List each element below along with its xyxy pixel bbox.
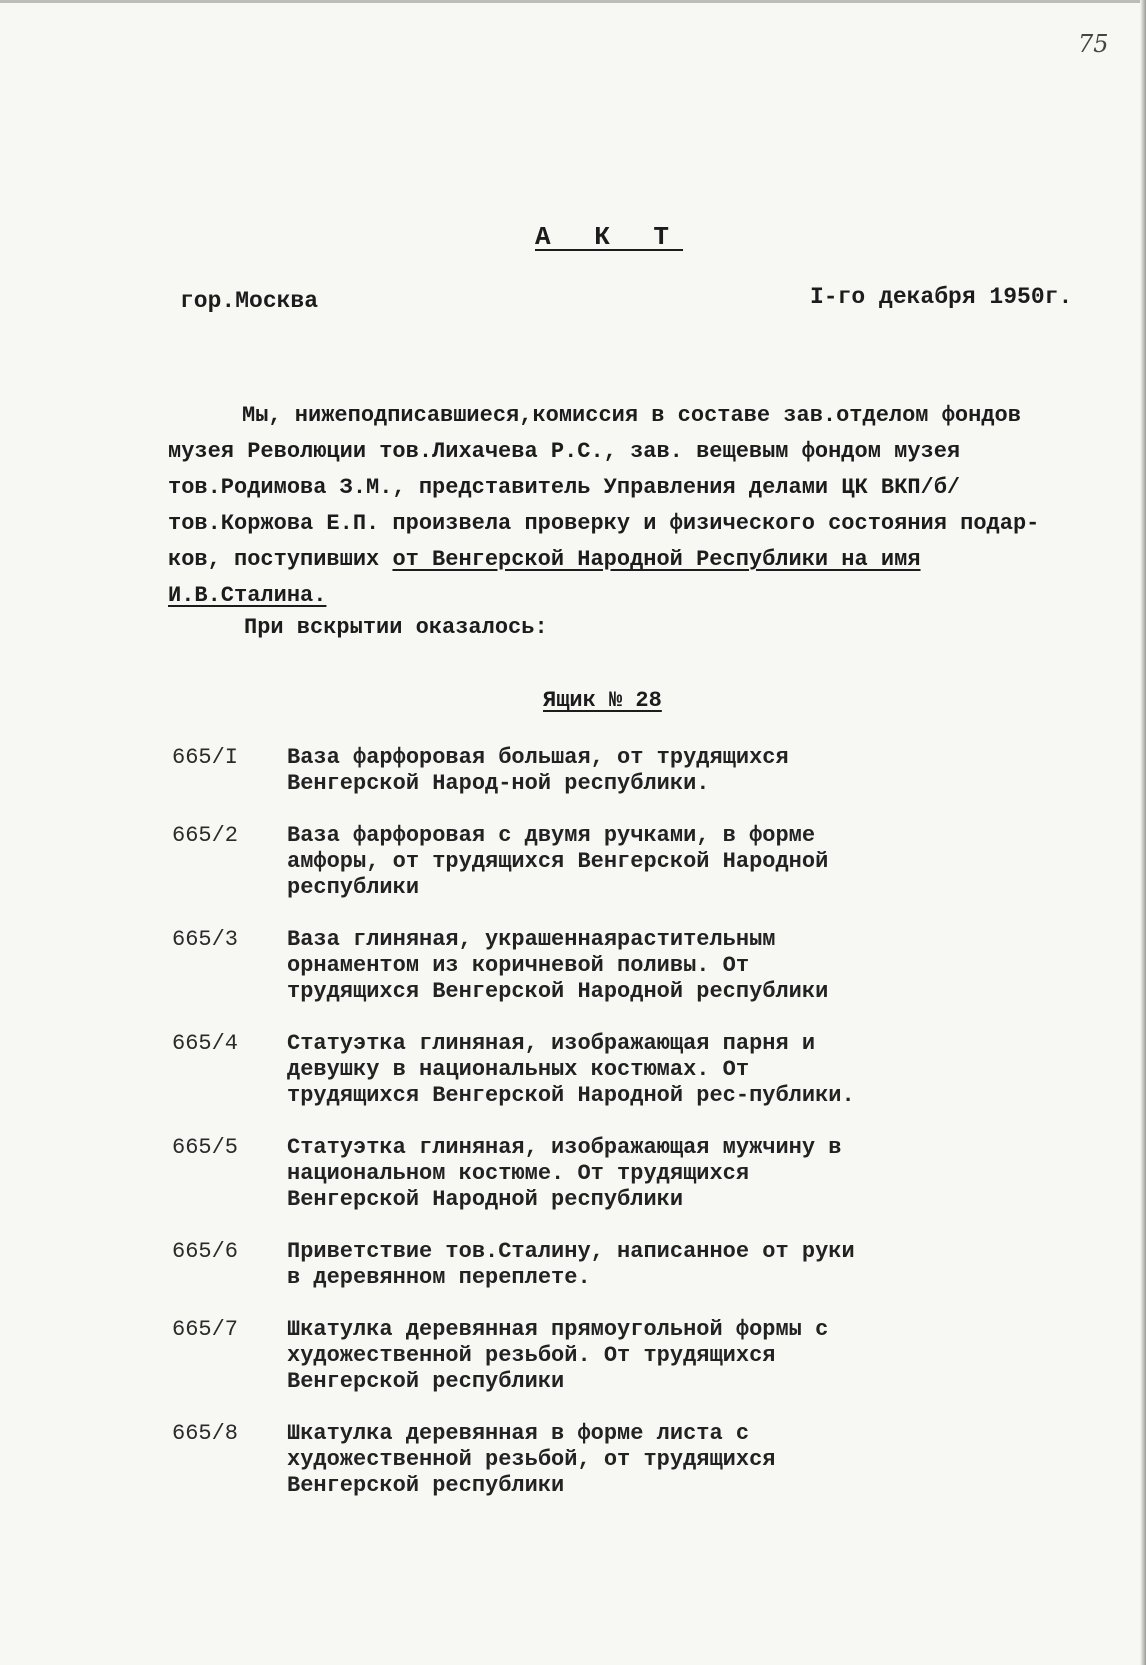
intro-line-4: тов.Коржова Е.П. произвела проверку и физического состояния подар- bbox=[168, 511, 1040, 536]
list-item bbox=[172, 1317, 1072, 1395]
intro-paragraph bbox=[168, 398, 1128, 614]
intro-line-3: тов.Родимова З.М., представитель Управления делами ЦК ВКП/б/ bbox=[168, 475, 961, 500]
item-number: 665/7 bbox=[172, 1317, 239, 1342]
list-item bbox=[172, 1135, 1072, 1213]
intro-line-5-underlined: от Венгерской Народной Республики на имя bbox=[392, 547, 921, 572]
intro-line-5-start: ков, поступивших bbox=[168, 547, 393, 572]
list-item bbox=[172, 745, 1072, 797]
item-list bbox=[172, 745, 1072, 1525]
document-place: гор.Москва bbox=[180, 288, 319, 314]
opened-statement: При вскрытии оказалось: bbox=[244, 615, 548, 640]
item-description: Шкатулка деревянная в форме листа с художественной резьбой, от трудящихся Венгерской республики bbox=[287, 1421, 776, 1498]
handwritten-page-number: 75 bbox=[1078, 30, 1109, 58]
intro-line-1: Мы, нижеподписавшиеся,комиссия в составе зав.отделом фондов bbox=[242, 403, 1021, 428]
document-title: А К Т bbox=[535, 222, 684, 252]
intro-line-6-underlined: И.В.Сталина. bbox=[168, 583, 327, 608]
page-top-edge bbox=[0, 0, 1146, 3]
item-description: Ваза фарфоровая большая, от трудящихся Венгерской Народ-ной республики. bbox=[287, 745, 789, 796]
intro-line-2: музея Революции тов.Лихачева Р.С., зав. вещевым фондом музея bbox=[168, 439, 961, 464]
item-number: 665/3 bbox=[172, 927, 239, 952]
item-description: Статуэтка глиняная, изображающая мужчину в национальном костюме. От трудящихся Венгерской Народной республики bbox=[287, 1135, 842, 1212]
intro-line-5 bbox=[168, 542, 1128, 578]
item-description: Ваза глиняная, украшеннаярастительным орнаментом из коричневой поливы. От трудящихся Венгерской Народной республики bbox=[287, 927, 829, 1004]
item-number: 665/4 bbox=[172, 1031, 239, 1056]
intro-line-6 bbox=[168, 578, 1128, 614]
item-number: 665/6 bbox=[172, 1239, 239, 1264]
item-description: Приветствие тов.Сталину, написанное от руки в деревянном переплете. bbox=[287, 1239, 855, 1290]
list-item bbox=[172, 1239, 1072, 1291]
item-description: Статуэтка глиняная, изображающая парня и девушку в национальных костюмах. От трудящихся Венгерской Народной рес-публики. bbox=[287, 1031, 855, 1108]
page-right-edge bbox=[1140, 0, 1146, 1665]
item-description: Шкатулка деревянная прямоугольной формы с художественной резьбой. От трудящихся Венгерской республики bbox=[287, 1317, 829, 1394]
box-heading: Ящик № 28 bbox=[543, 688, 662, 713]
list-item bbox=[172, 927, 1072, 1005]
list-item bbox=[172, 1031, 1072, 1109]
list-item bbox=[172, 1421, 1072, 1499]
item-number: 665/I bbox=[172, 745, 239, 770]
item-number: 665/5 bbox=[172, 1135, 239, 1160]
list-item bbox=[172, 823, 1072, 901]
document-date: I-го декабря 1950г. bbox=[810, 284, 1073, 310]
item-number: 665/2 bbox=[172, 823, 239, 848]
item-description: Ваза фарфоровая с двумя ручками, в форме амфоры, от трудящихся Венгерской Народной республики bbox=[287, 823, 829, 900]
item-number: 665/8 bbox=[172, 1421, 239, 1446]
